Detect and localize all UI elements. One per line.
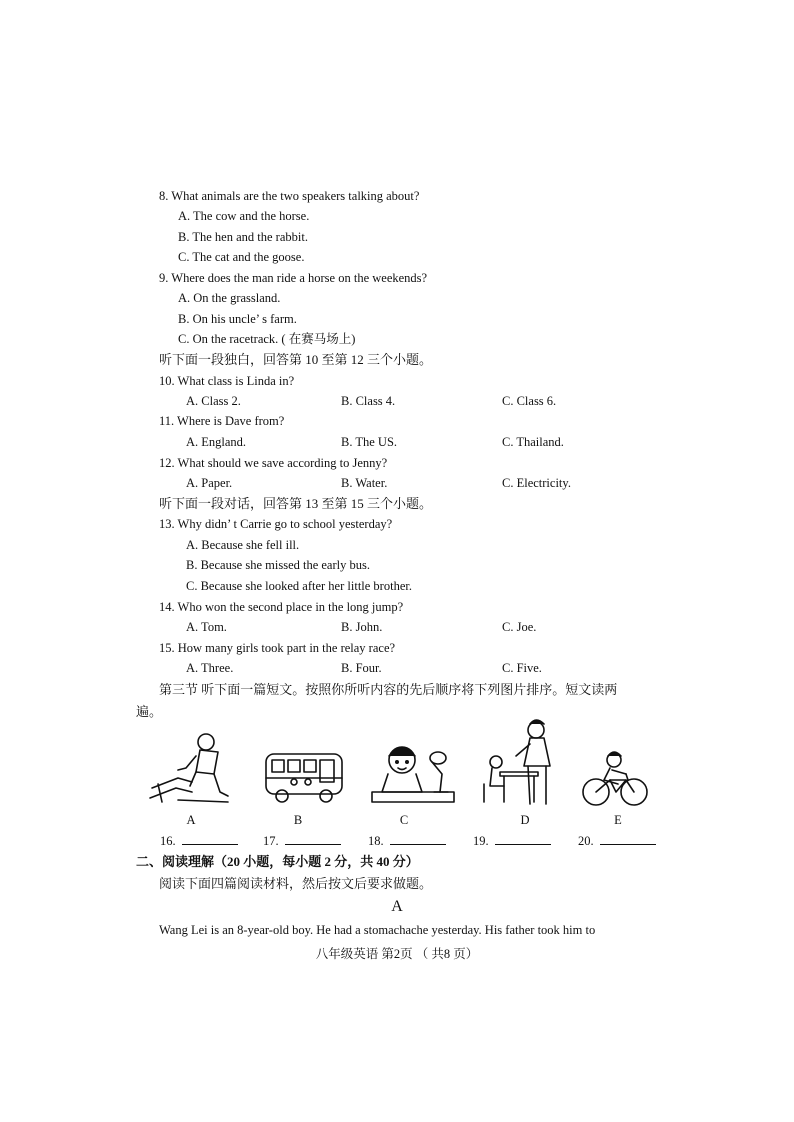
q15-option-b: B. Four. [341,661,382,675]
q12-option-b: B. Water. [341,476,388,490]
q13-option-a: A. Because she fell ill. [186,538,300,552]
q8-option-a: A. The cow and the horse. [178,209,310,223]
answer-blank-17[interactable]: 17. [263,833,341,849]
q9-option-a: A. On the grassland. [178,291,281,305]
q11-option-b: B. The US. [341,435,398,449]
q13-option-c: C. Because she looked after her little brother. [186,579,412,593]
q15-options [186,660,686,676]
q10-option-b: B. Class 4. [341,394,396,408]
mother-child-table-icon [480,716,570,810]
picture-label-a: A [186,813,196,827]
question-11: 11. Where is Dave from? [159,414,285,428]
q14-option-a: A. Tom. [186,620,227,634]
page-footer: 八年级英语 第2页 （ 共8 页） [315,947,479,961]
picture-label-d: D [520,813,530,827]
question-8: 8. What animals are the two speakers talking about? [159,189,420,203]
q13-option-b: B. Because she missed the early bus. [186,558,370,572]
passage-label: A [391,898,403,915]
picture-label-e: E [614,813,622,827]
answer-blank-20[interactable]: 20. [578,833,656,849]
picture-label-b: B [293,813,303,827]
q11-option-a: A. England. [186,435,247,449]
q15-option-c: C. Five. [502,661,542,675]
q10-option-a: A. Class 2. [186,394,241,408]
q14-option-c: C. Joe. [502,620,537,634]
question-15: 15. How many girls took part in the relay race? [159,641,396,655]
q8-option-b: B. The hen and the rabbit. [178,230,308,244]
answer-blank-18[interactable]: 18. [368,833,446,849]
q10-option-c: C. Class 6. [502,394,557,408]
injured-person-icon [148,722,234,810]
q14-options [186,619,686,635]
passage-first-line: Wang Lei is an 8-year-old boy. He had a stomachache yesterday. His father took him to [159,923,596,937]
reading-instruction: 阅读下面四篇阅读材料，然后按文后要求做题。 [159,876,433,891]
question-10: 10. What class is Linda in? [159,374,295,388]
q9-option-b: B. On his uncle’ s farm. [178,312,297,326]
q12-option-c: C. Electricity. [502,476,571,490]
boy-cycling-icon [580,722,650,810]
answer-blank-19[interactable]: 19. [473,833,551,849]
answer-blank-16[interactable]: 16. [160,833,238,849]
picture-label-c: C [399,813,409,827]
question-12: 12. What should we save according to Jenny? [159,456,388,470]
q10-options [186,393,686,409]
section-3-instruction-cont: 遍。 [136,704,163,719]
q11-options [186,434,686,450]
instruction-10-12: 听下面一段独白，回答第 10 至第 12 三个小题。 [159,352,433,367]
q12-options [186,475,686,491]
q14-option-b: B. John. [341,620,383,634]
section-3-instruction: 第三节 听下面一篇短文。按照你所听内容的先后顺序将下列图片排序。短文读两 [159,682,618,697]
question-13: 13. Why didn’ t Carrie go to school yesterday? [159,517,393,531]
boy-studying-icon [368,722,458,810]
q9-option-c: C. On the racetrack. ( 在赛马场上) [178,332,356,346]
q11-option-c: C. Thailand. [502,435,564,449]
question-14: 14. Who won the second place in the long jump? [159,600,404,614]
q8-option-c: C. The cat and the goose. [178,250,305,264]
question-9: 9. Where does the man ride a horse on the weekends? [159,271,428,285]
bus-icon [258,722,350,810]
reading-heading: 二、阅读理解（20 小题，每小题 2 分，共 40 分） [136,854,419,869]
q15-option-a: A. Three. [186,661,234,675]
q12-option-a: A. Paper. [186,476,233,490]
instruction-13-15: 听下面一段对话，回答第 13 至第 15 三个小题。 [159,496,433,511]
